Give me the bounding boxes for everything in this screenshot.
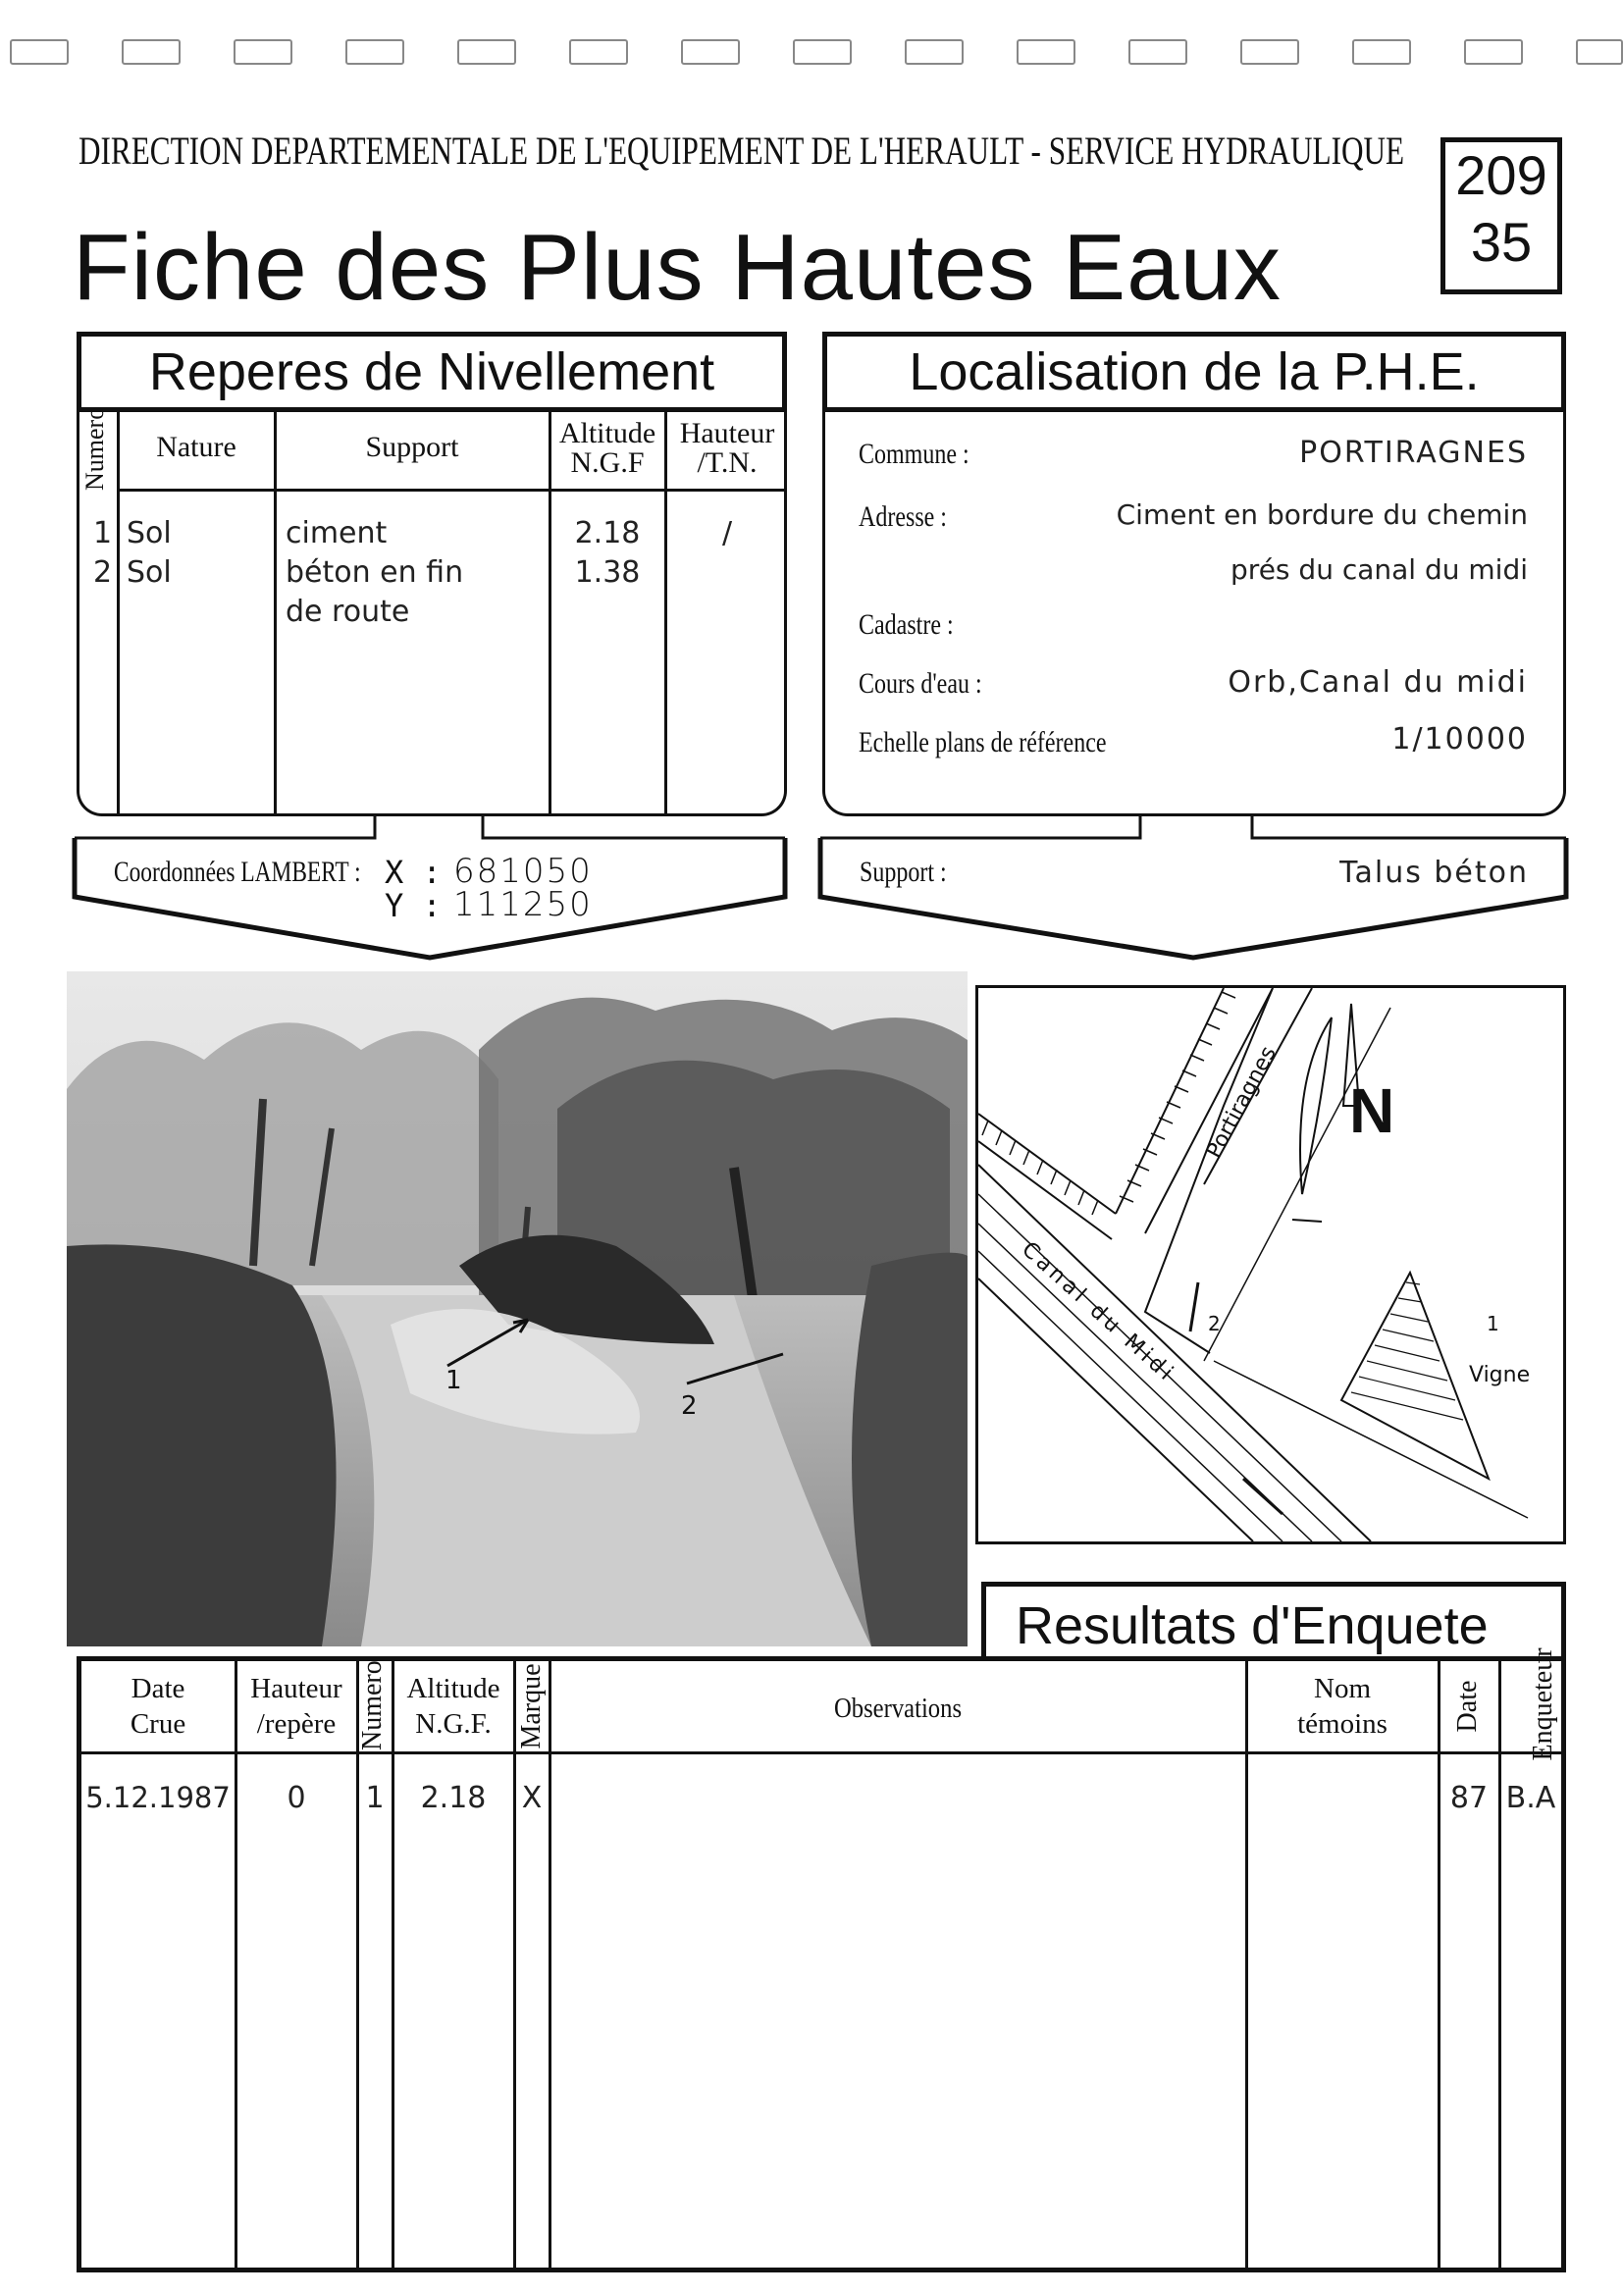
binding-hole: [569, 39, 628, 65]
header-altitude-ngf: N.G.F: [570, 446, 645, 479]
map-road-label: Portiragnes: [1202, 1042, 1282, 1163]
header-support: Support: [365, 431, 459, 463]
binding-hole: [10, 39, 69, 65]
resultats-table: [77, 1647, 1566, 2272]
localisation-panel: [822, 410, 1566, 816]
binding-hole: [793, 39, 852, 65]
column-divider: [274, 410, 277, 813]
adresse-value-line2: prés du canal du midi: [1230, 553, 1528, 586]
organization-header: DIRECTION DEPARTEMENTALE DE L'EQUIPEMENT DE L'HERAULT - SERVICE HYDRAULIQUE: [79, 129, 1405, 173]
binding-hole: [345, 39, 404, 65]
row-marque: X: [521, 1781, 543, 1815]
y-value: 111250: [453, 885, 593, 924]
row1-support: ciment: [286, 516, 388, 550]
header-hauteur-repere: /repère: [256, 1708, 337, 1740]
header-divider: [117, 489, 784, 492]
header-altitude: Altitude: [406, 1673, 500, 1704]
header-altitude-ngf: N.G.F.: [415, 1708, 492, 1740]
row-numero: 1: [365, 1781, 385, 1815]
row2-nature: Sol: [127, 555, 172, 590]
binding-hole: [1352, 39, 1411, 65]
map-marker-1: 1: [1487, 1312, 1499, 1335]
header-date: Date: [1452, 1680, 1483, 1733]
commune-label: Commune :: [859, 438, 969, 470]
reference-box: [1440, 137, 1562, 294]
binding-hole: [457, 39, 516, 65]
cadastre-label: Cadastre :: [859, 608, 954, 641]
row2-support-line1: béton en fin: [286, 555, 464, 590]
header-altitude: Altitude: [558, 417, 656, 449]
map-marker-2: 2: [1208, 1312, 1221, 1335]
row2-support-line2: de route: [286, 595, 410, 629]
column-divider: [117, 410, 120, 813]
header-divider: [81, 1751, 1561, 1754]
page-title: Fiche des Plus Hautes Eaux: [73, 215, 1282, 320]
header-numero: Numero: [80, 406, 109, 491]
header-nom: Nom: [1314, 1673, 1371, 1704]
row-altitude: 2.18: [420, 1781, 487, 1815]
binding-hole: [1464, 39, 1523, 65]
adresse-label: Adresse :: [859, 500, 947, 533]
binding-hole: [1128, 39, 1187, 65]
reperes-table: [77, 406, 787, 816]
row2-altitude: 1.38: [574, 555, 641, 590]
localisation-title: Localisation de la P.H.E.: [822, 332, 1566, 412]
support-value: Talus béton: [1339, 856, 1529, 890]
support-label: Support :: [860, 856, 947, 888]
x-value: 681050: [453, 852, 593, 891]
binding-hole: [1017, 39, 1075, 65]
photo-marker-1: 1: [445, 1366, 462, 1395]
row1-altitude: 2.18: [574, 516, 641, 550]
reference-number-top: 209: [1455, 144, 1547, 206]
binding-hole: [234, 39, 292, 65]
adresse-value-line1: Ciment en bordure du chemin: [1116, 498, 1528, 531]
echelle-label: Echelle plans de référence: [859, 726, 1107, 758]
binding-hole: [1240, 39, 1299, 65]
row2-numero: 2: [93, 555, 113, 590]
binding-hole: [905, 39, 964, 65]
map-vigne-label: Vigne: [1469, 1363, 1531, 1387]
cours-eau-value: Orb,Canal du midi: [1228, 665, 1528, 700]
header-nature: Nature: [156, 431, 236, 463]
row-enqueteur: B.A: [1505, 1781, 1556, 1815]
header-hauteur-tn: /T.N.: [697, 446, 758, 479]
cours-eau-label: Cours d'eau :: [859, 667, 982, 700]
photo-marker-2: 2: [681, 1391, 698, 1421]
row-date-crue: 5.12.1987: [85, 1781, 231, 1814]
binding-hole: [122, 39, 181, 65]
row1-numero: 1: [93, 516, 113, 550]
x-label: X :: [385, 854, 442, 891]
row-date: 87: [1449, 1781, 1489, 1815]
header-marque: Marque: [516, 1663, 547, 1749]
reference-number-bottom: 35: [1470, 211, 1533, 273]
binding-holes: [0, 39, 1623, 69]
reperes-title: Reperes de Nivellement: [77, 332, 787, 412]
coordinates-label: Coordonnées LAMBERT :: [114, 856, 361, 888]
header-hauteur: Hauteur: [250, 1673, 342, 1704]
header-enqueteur: Enqueteur: [1528, 1647, 1558, 1761]
map-canal-label: Canal du Midi: [1017, 1237, 1180, 1388]
header-date-crue-line2: Crue: [130, 1708, 186, 1740]
resultats-title: Resultats d'Enquete: [981, 1582, 1566, 1660]
header-date-crue: Date: [131, 1673, 185, 1704]
echelle-value: 1/10000: [1391, 722, 1528, 757]
location-map: [975, 985, 1566, 1544]
header-observations: Observations: [833, 1693, 963, 1724]
y-label: Y :: [385, 887, 442, 924]
binding-hole: [681, 39, 740, 65]
north-label: N: [1349, 1075, 1395, 1146]
row1-nature: Sol: [127, 516, 172, 550]
header-temoins: témoins: [1297, 1708, 1387, 1740]
header-numero: Numero: [357, 1660, 388, 1750]
row1-hauteur: /: [721, 516, 733, 550]
binding-hole: [1576, 39, 1623, 65]
site-photo: [67, 971, 968, 1646]
header-hauteur: Hauteur: [679, 417, 775, 449]
commune-value: PORTIRAGNES: [1299, 436, 1528, 470]
row-hauteur: 0: [287, 1781, 306, 1815]
